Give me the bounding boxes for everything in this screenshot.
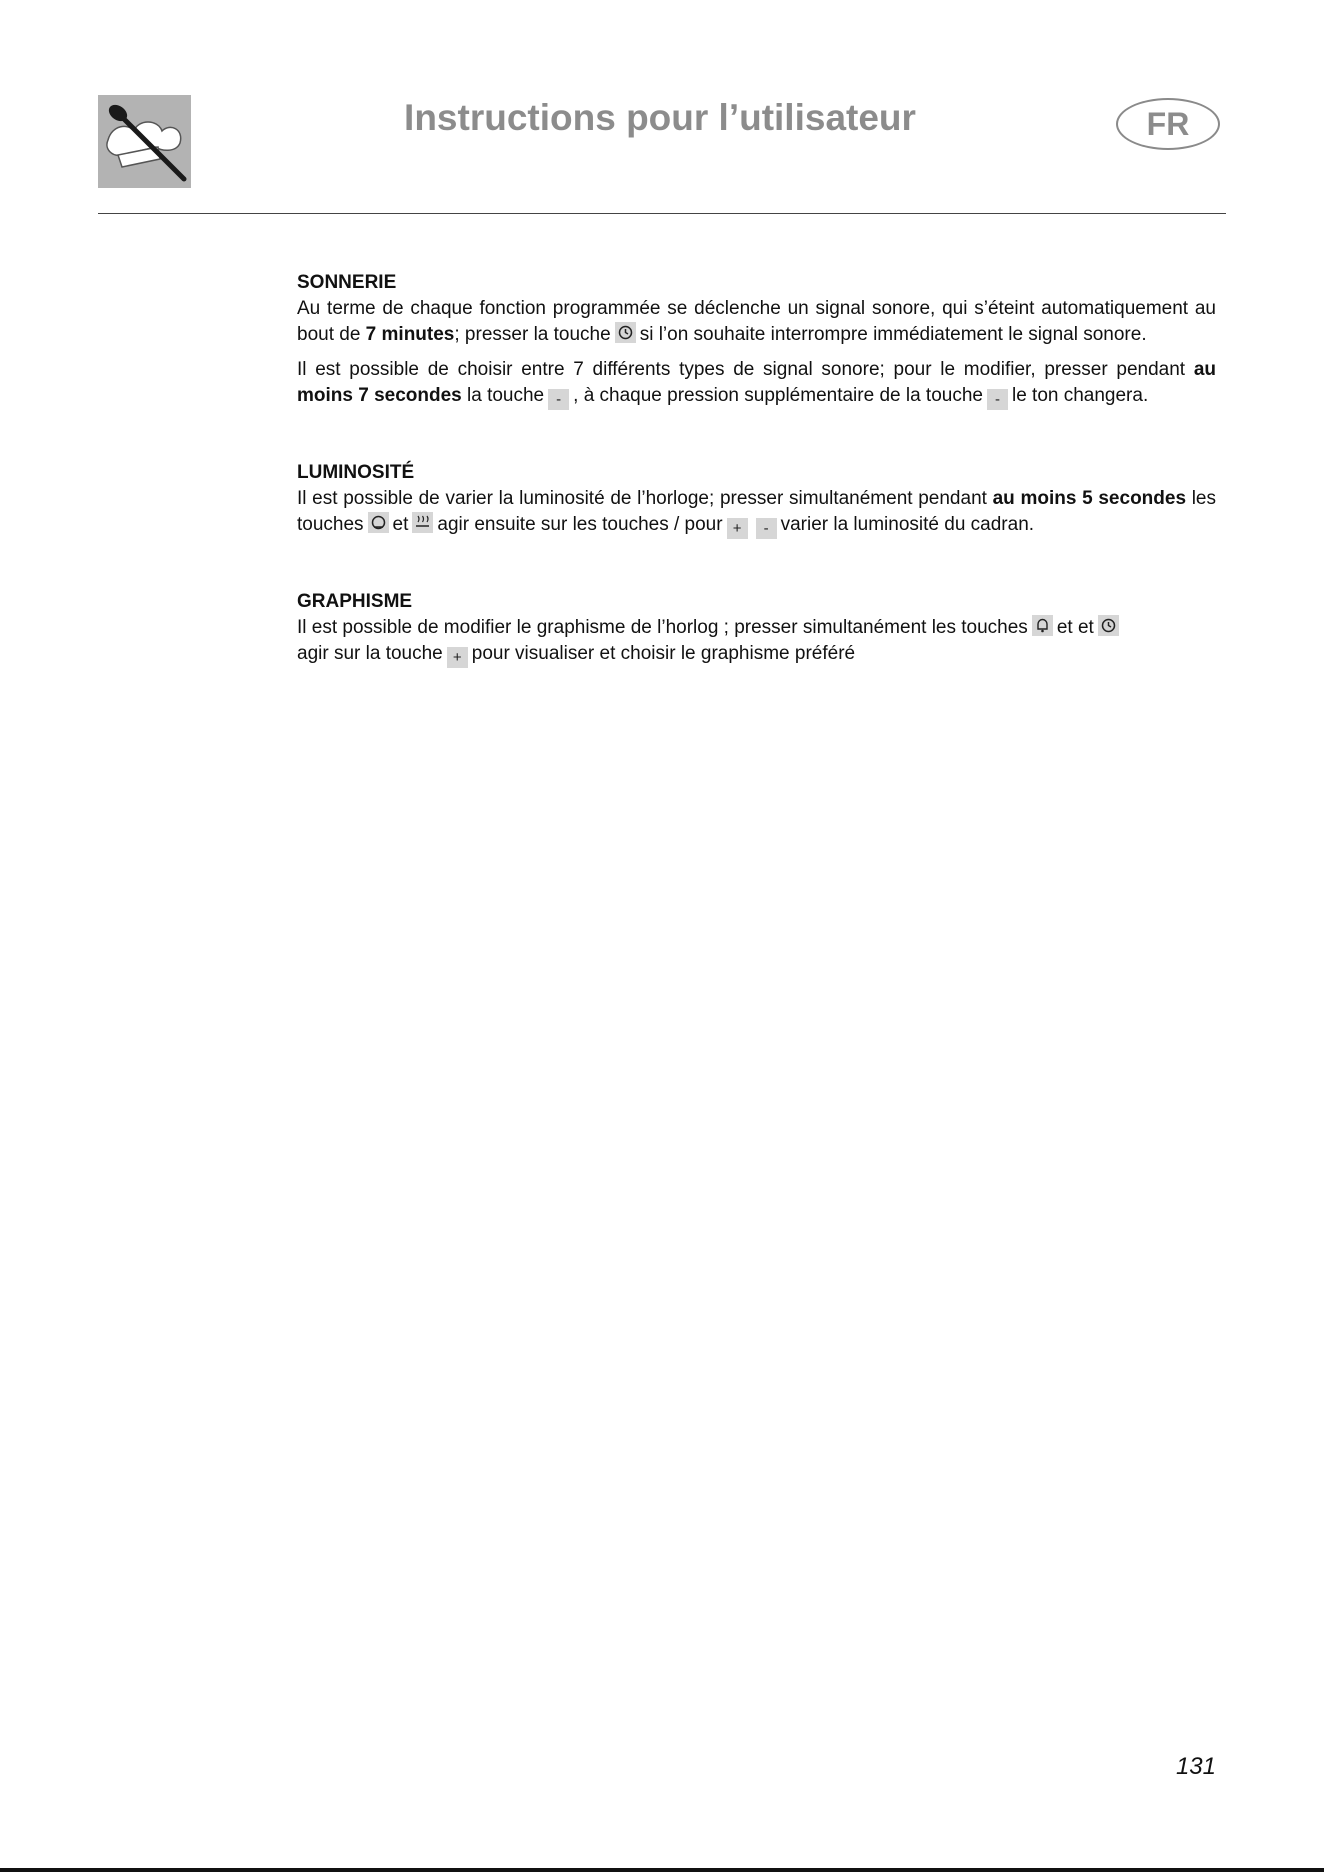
minus-key-icon: - (756, 518, 777, 539)
section-luminosite (297, 460, 1216, 539)
bell-key-icon (1032, 615, 1053, 636)
section-heading-luminosite: LUMINOSITÉ (297, 462, 415, 483)
text: Il est possible de choisir entre 7 différents types de signal sonore; pour le modifier, presser pendant (297, 359, 1194, 380)
section-heading-sonnerie: SONNERIE (297, 272, 397, 293)
luminosite-paragraph (297, 486, 1216, 539)
chef-spoon-icon (98, 95, 191, 188)
language-badge: FR (1116, 98, 1220, 150)
graphisme-paragraph (297, 615, 1216, 668)
section-sonnerie (297, 270, 1216, 410)
minus-key-icon: - (987, 389, 1008, 410)
timer-key-icon (615, 322, 636, 343)
text: Il est possible de varier la luminosité de l’horloge; presser simultanément pendant (297, 488, 993, 509)
text: agir ensuite sur les touches / pour (437, 514, 723, 535)
text: et (1077, 617, 1094, 638)
text: Il est possible de modifier le graphisme de l’horlog ; presser simultanément les touches (297, 617, 1028, 638)
section-heading-graphisme: GRAPHISME (297, 591, 413, 612)
text: le ton changera. (1011, 385, 1149, 406)
bold-text: 7 minutes (365, 324, 455, 345)
bold-text: au moins 5 secondes (992, 488, 1187, 509)
text: les touches (297, 488, 1216, 535)
bottom-edge (0, 1868, 1324, 1872)
text: varier la luminosité du cadran. (780, 514, 1035, 535)
timer-key-icon (1098, 615, 1119, 636)
plus-key-icon: + (727, 518, 748, 539)
sonnerie-paragraph-2 (297, 357, 1216, 410)
sonnerie-paragraph-1 (297, 296, 1216, 348)
text: agir sur la touche (297, 643, 443, 664)
text: ; presser la touche (454, 324, 611, 345)
text: et (1056, 617, 1073, 638)
clock-key-icon (368, 512, 389, 533)
text: et (392, 514, 409, 535)
text: Au terme de chaque fonction programmée se déclenche un signal sonore, qui s’éteint automatiquement au bout de (297, 298, 1216, 345)
bold-text: au moins 7 secondes (297, 359, 1216, 406)
minus-key-icon: - (548, 389, 569, 410)
text: pour visualiser et choisir le graphisme préféré (471, 643, 856, 664)
heat-key-icon (412, 512, 433, 533)
page-title: Instructions pour l’utilisateur (404, 97, 916, 138)
page-number: 131 (1175, 1753, 1216, 1780)
text: , à chaque pression supplémentaire de la touche (573, 385, 983, 406)
document-body (297, 270, 1216, 668)
plus-key-icon: + (447, 647, 468, 668)
header-divider (98, 213, 1226, 214)
text: si l’on souhaite interrompre immédiatement le signal sonore. (639, 324, 1147, 345)
section-graphisme (297, 589, 1216, 668)
text: la touche (461, 385, 545, 406)
